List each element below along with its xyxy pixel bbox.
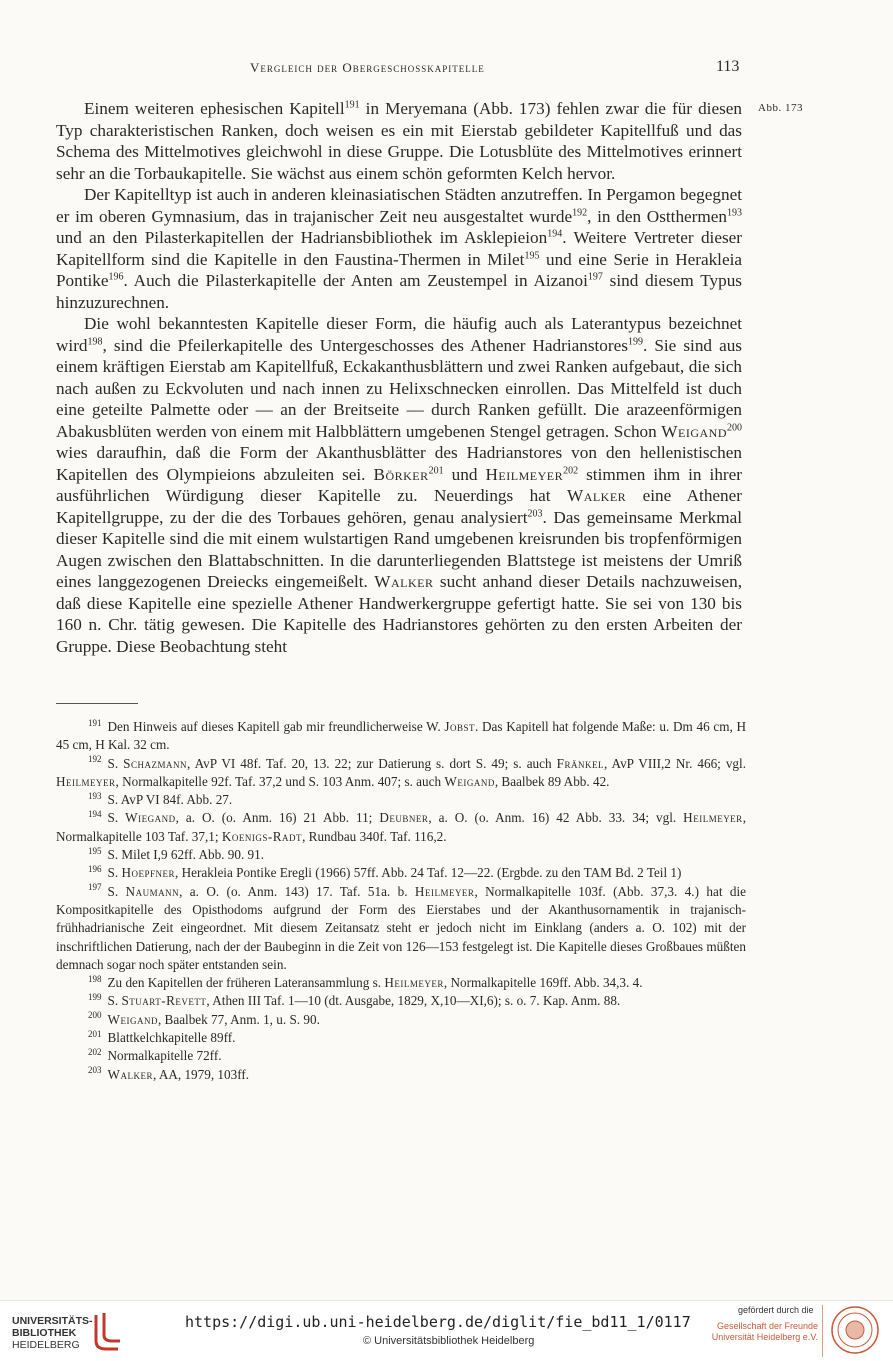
footnote-191	[56, 718, 746, 755]
text-run: S.	[107, 755, 124, 771]
text-run: wies daraufhin, daß die Form der Akanthusblätter des Hadrianstores von den hellenistischen Kapitellen des Olympieions abzuleiten sei.	[56, 443, 742, 484]
footnote-number: 199	[88, 992, 102, 1003]
text-run: und eine Serie in Herakleia Pontike	[56, 249, 742, 290]
text-run: , a. O. (o. Anm. 143) 17. Taf. 51a. b.	[179, 883, 415, 899]
footnote-197	[56, 883, 746, 974]
library-logo-text[interactable]	[12, 1315, 93, 1351]
footnote-marker[interactable]: 199	[627, 335, 643, 347]
footnote-number: 198	[88, 973, 102, 984]
text-run: Die wohl bekanntesten Kapitelle dieser Form, die häufig auch als Laterantypus bezeichnet wird	[56, 314, 742, 355]
paragraph-3	[56, 313, 742, 657]
author-name: Fränkel	[556, 755, 604, 771]
text-run: , Rundbau 340f. Taf. 116,2.	[302, 828, 447, 844]
footnote-marker[interactable]: 198	[87, 335, 103, 347]
footnote-196	[56, 864, 746, 882]
main-text	[56, 98, 742, 657]
text-run: S.	[107, 883, 126, 899]
footnote-marker[interactable]: 191	[344, 99, 360, 111]
sponsor-line-1: Gesellschaft der Freunde	[716, 1321, 818, 1331]
footnote-marker[interactable]: 201	[428, 464, 444, 476]
library-name-line-3: HEIDELBERG	[12, 1339, 80, 1351]
permalink-url[interactable]: https://digi.ub.uni-heidelberg.de/diglit/fie_bd11_1/0117	[185, 1313, 691, 1331]
text-run: , AvP VI 48f. Taf. 20, 13. 22; zur Datierung s. dort S. 49; s. auch	[187, 755, 557, 771]
text-run: . Auch die Pilasterkapitelle der Anten am Zeustempel in Aizanoi	[123, 271, 588, 290]
footnote-number: 201	[88, 1028, 102, 1039]
text-run: S.	[107, 993, 122, 1009]
footnote-number: 200	[88, 1010, 102, 1021]
author-name: Börker	[373, 464, 429, 484]
author-name: Heilmeyer	[485, 464, 564, 484]
footnote-marker[interactable]: 197	[587, 271, 603, 283]
footnote-marker[interactable]: 192	[572, 206, 588, 218]
author-name: Hoepfner	[121, 865, 175, 881]
footnote-marker[interactable]: 203	[527, 507, 543, 519]
copyright-notice: © Universitätsbibliothek Heidelberg	[363, 1335, 535, 1347]
footnote-200	[56, 1011, 746, 1029]
text-run: . Weitere Vertreter dieser Kapitellform sind die Kapitelle in den Faustina-Thermen in Milet	[56, 228, 742, 269]
text-run: , AA, 1979, 103ff.	[152, 1066, 250, 1082]
text-run: S. AvP VI 84f. Abb. 27.	[107, 792, 233, 808]
footnote-separator	[56, 703, 138, 704]
university-seal-icon	[830, 1305, 880, 1355]
footnote-number: 202	[88, 1046, 102, 1057]
author-name: Walker	[566, 486, 627, 505]
sponsor-name[interactable]	[710, 1321, 818, 1343]
footnote-marker[interactable]: 194	[547, 228, 563, 240]
author-name: Heilmeyer	[56, 773, 116, 789]
footnote-199	[56, 992, 746, 1010]
author-name: Weigand	[444, 773, 495, 789]
author-name: Koenigs-Radt	[221, 828, 303, 844]
footnote-number: 195	[88, 845, 102, 856]
footnote-marker[interactable]: 202	[563, 464, 579, 476]
footnote-195	[56, 846, 746, 864]
author-name: Weigand	[107, 1011, 158, 1027]
text-run: , AvP VIII,2 Nr. 466; vgl.	[603, 755, 746, 771]
text-run: . Sie sind aus einem kräftigen Eierstab am Kapitellfuß, Eckakanthusblättern und zwei Ranken aufgebaut, die sich nach außen zu Eckvoluten und nach innen zu Helixschnecken einrollen. Das Mittelfeld ist duch eine geteilte Palmette oder — an der Breitseite — durch Ranken gefüllt. Die arazeenförmigen Abakusblüten werden von einem mit Halbblättern umgebenen Stengel getragen. Schon	[56, 335, 742, 441]
author-name: Deubner	[379, 810, 429, 826]
footnote-number: 194	[88, 809, 102, 820]
library-name-line-2: BIBLIOTHEK	[12, 1327, 77, 1339]
footnote-number: 191	[88, 717, 102, 728]
text-run: Blattkelchkapitelle 89ff.	[107, 1030, 236, 1046]
footnote-198	[56, 974, 746, 992]
footnote-number: 193	[88, 790, 102, 801]
footnote-number: 203	[88, 1065, 102, 1076]
footnote-number: 197	[88, 882, 102, 893]
author-name: Schazmann	[123, 755, 187, 771]
running-title: Vergleich der Obergeschosskapitelle	[250, 60, 485, 75]
footnotes	[56, 718, 746, 1084]
text-run: S.	[107, 865, 122, 881]
text-run: , sind die Pfeilerkapitelle des Untergeschosses des Athener Hadrianstores	[102, 335, 628, 355]
text-run: stimmen ihm in ihrer ausführlichen Würdigung dieser Kapitelle zu. Neuerdings hat	[56, 464, 742, 505]
footnote-number: 196	[88, 863, 102, 874]
footnote-marker[interactable]: 195	[524, 249, 540, 261]
text-run: Den Hinweis auf dieses Kapitell gab mir freundlicherweise W.	[107, 719, 445, 734]
text-run: , Baalbek 77, Anm. 1, u. S. 90.	[157, 1011, 320, 1027]
text-run: , Normalkapitelle 92f. Taf. 37,2 und S. 103 Anm. 407; s. auch	[115, 773, 445, 789]
text-run: sind diesem Typus hinzuzurechnen.	[56, 271, 742, 312]
text-run: Zu den Kapitellen der früheren Lateransammlung s.	[107, 975, 385, 991]
text-run: , Normalkapitelle 169ff. Abb. 34,3. 4.	[443, 975, 643, 991]
text-run: in Meryemana (Abb. 173) fehlen zwar die für diesen Typ charakteristischen Ranken, doch weisen es ein mit Eierstab gebildeter Kapitellfuß und das Schema des Mittelmotives gleichwohl in diese Gruppe. Die Lotusblüte des Mittelmotives erinnert sehr an die Torbaukapitelle. Sie wächst aus einem schön geformten Kelch hervor.	[56, 99, 742, 183]
paragraph-1	[56, 98, 742, 184]
author-name: Heilmeyer	[384, 975, 444, 991]
sponsor-line-2: Universität Heidelberg e.V.	[711, 1332, 818, 1342]
text-run: sucht anhand dieser Details nachzuweisen, daß diese Kapitelle eine spezielle Athener Handwerkergruppe gefertigt hatte. Sie sei von 130 bis 160 n. Chr. tätig gewesen. Die Kapitelle des Hadrianstores gehörten zu den ersten Arbeiten der Gruppe. Diese Beobachtung steht	[56, 572, 742, 656]
text-run: Der Kapitelltyp ist auch in anderen kleinasiatischen Städten anzutreffen. In Pergamon begegnet er im oberen Gymnasium, das in trajanischer Zeit neu ausgestaltet wurde	[56, 185, 742, 226]
footnote-202	[56, 1047, 746, 1065]
viewer-footer	[0, 1300, 893, 1361]
author-name: Heilmeyer	[414, 883, 475, 899]
text-run: Normalkapitelle 72ff.	[107, 1048, 222, 1064]
text-run: und	[443, 464, 486, 484]
library-name-line-1: UNIVERSITÄTS-	[12, 1315, 93, 1327]
text-run: und an den Pilasterkapitellen der Hadriansbibliothek im Asklepieion	[56, 228, 548, 247]
author-name: Jobst	[444, 719, 475, 734]
footnote-194	[56, 809, 746, 846]
text-run: . Das Kapitell hat folgende Maße: u. Dm 46 cm, H 45 cm, H Kal. 32 cm.	[56, 719, 746, 753]
text-run: , Normalkapitelle 103 Taf. 37,1;	[56, 810, 746, 844]
footnote-201	[56, 1029, 746, 1047]
author-name: Stuart-Revett	[121, 993, 207, 1009]
text-run: S.	[107, 810, 126, 826]
text-run: , Normalkapitelle 103f. (Abb. 37,3. 4.) hat die Kompositkapitelle des Opisthodoms aufgrund der Form des Eierstabes und der Akanthusornamentik in trajanisch-frühhadrianische Zeit eingeordnet. Mit diesem Zeitansatz steht er jedoch nicht im Einklang (anders a. O. 102) mit der inschriftlichen Datierung, nach der der Baubeginn in die Zeit von 126—153 festgelegt ist. Die Kapitelle dieses Großbaues müßten demnach sogar noch später entstanden sein.	[56, 883, 746, 972]
text-run: , Baalbek 89 Abb. 42.	[494, 773, 610, 789]
text-run: , Herakleia Pontike Eregli (1966) 57ff. Abb. 24 Taf. 12—22. (Ergbde. zu den TAM Bd. 2 Teil 1)	[174, 865, 682, 881]
author-name: Walker	[374, 572, 434, 591]
text-run: , in den Ostthermen	[587, 206, 727, 226]
text-run: , Athen III Taf. 1—10 (dt. Ausgabe, 1829, X,10—XI,6); s. o. 7. Kap. Anm. 88.	[206, 993, 621, 1009]
text-run: , a. O. (o. Anm. 16) 21 Abb. 11;	[175, 810, 380, 826]
author-name: Wiegand	[125, 810, 176, 826]
footnote-192	[56, 755, 746, 792]
page-number: 113	[716, 58, 740, 75]
margin-figure-reference: Abb. 173	[758, 102, 803, 114]
author-name: Walker	[107, 1066, 153, 1082]
sponsor-divider	[822, 1305, 823, 1357]
text-run: , a. O. (o. Anm. 16) 42 Abb. 33. 34; vgl.	[428, 810, 684, 826]
text-run: Einem weiteren ephesischen Kapitell	[84, 99, 345, 118]
sponsor-label: gefördert durch die	[738, 1305, 814, 1315]
footnote-marker[interactable]: 196	[108, 271, 124, 283]
author-name: Weigand	[661, 421, 727, 441]
footnote-number: 192	[88, 754, 102, 765]
text-run: S. Milet I,9 62ff. Abb. 90. 91.	[107, 847, 265, 863]
footnote-marker[interactable]: 200	[727, 421, 742, 433]
footnote-193	[56, 791, 746, 809]
author-name: Naumann	[125, 883, 180, 899]
paragraph-2	[56, 184, 742, 313]
text-run: eine Athener Kapitellgruppe, zu der die des Torbaues gehören, genau analysiert	[56, 486, 742, 527]
footnote-203	[56, 1066, 746, 1084]
footnote-marker[interactable]: 193	[727, 206, 742, 218]
library-logo-icon	[90, 1311, 124, 1353]
author-name: Heilmeyer	[683, 810, 743, 826]
text-run: . Das gemeinsame Merkmal dieser Kapitelle sind die mit einem wulstartigen Rand umgebenen kreisrunden bis tropfenförmigen Augen zwischen den Blattabschnitten. In die darunterliegenden Blattstege ist meistens der Umriß eines langgezogenen Dreiecks eingemeißelt.	[56, 507, 743, 591]
